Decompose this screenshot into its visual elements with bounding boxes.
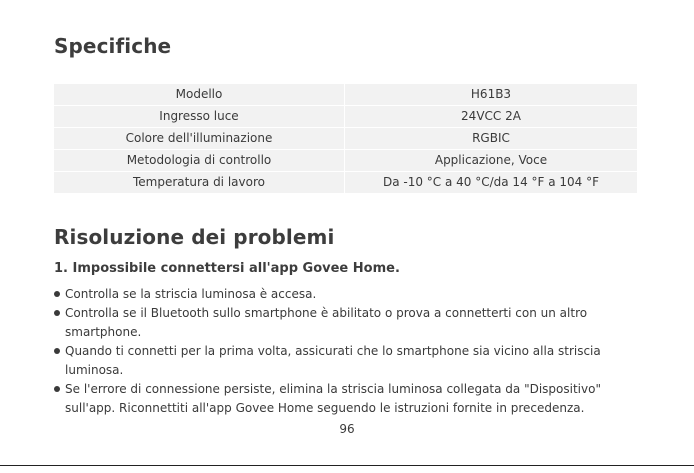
bullet-dot-icon: [54, 386, 60, 392]
table-row: [54, 150, 637, 171]
spec-key: Ingresso luce: [54, 106, 344, 127]
troubleshooting-title: Risoluzione dei problemi: [54, 225, 335, 249]
bullet-dot-icon: [54, 291, 60, 297]
list-item: [54, 342, 634, 380]
specs-table: [53, 83, 638, 194]
list-item: [54, 380, 634, 418]
specs-title: Specifiche: [54, 34, 172, 58]
spec-value: H61B3: [345, 84, 637, 105]
spec-value: 24VCC 2A: [345, 106, 637, 127]
spec-key: Modello: [54, 84, 344, 105]
bottom-divider: [0, 465, 694, 466]
spec-key: Temperatura di lavoro: [54, 172, 344, 193]
table-row: [54, 172, 637, 193]
bullet-dot-icon: [54, 310, 60, 316]
table-row: [54, 128, 637, 149]
list-item-text: Se l'errore di connessione persiste, elimina la striscia luminosa collegata da "Dispositivo" sull'app. Riconnettiti all'app Govee Home seguendo le istruzioni fornite in precedenza.: [65, 382, 601, 415]
table-row: [54, 84, 637, 105]
list-item-text: Controlla se la striscia luminosa è accesa.: [65, 287, 317, 301]
list-item-text: Controlla se il Bluetooth sullo smartphone è abilitato o prova a connetterti con un altro smartphone.: [65, 306, 588, 339]
spec-key: Metodologia di controllo: [54, 150, 344, 171]
spec-value: Da -10 °C a 40 °C/da 14 °F a 104 °F: [345, 172, 637, 193]
spec-value: RGBIC: [345, 128, 637, 149]
bullet-list: [54, 285, 634, 418]
page-number: 96: [339, 422, 355, 436]
table-row: [54, 106, 637, 127]
spec-key: Colore dell'illuminazione: [54, 128, 344, 149]
list-item: [54, 285, 634, 304]
list-item: [54, 304, 634, 342]
list-item-text: Quando ti connetti per la prima volta, assicurati che lo smartphone sia vicino alla striscia luminosa.: [65, 344, 601, 377]
spec-value: Applicazione, Voce: [345, 150, 637, 171]
issue-heading: 1. Impossibile connettersi all'app Govee Home.: [54, 261, 400, 276]
bullet-dot-icon: [54, 348, 60, 354]
